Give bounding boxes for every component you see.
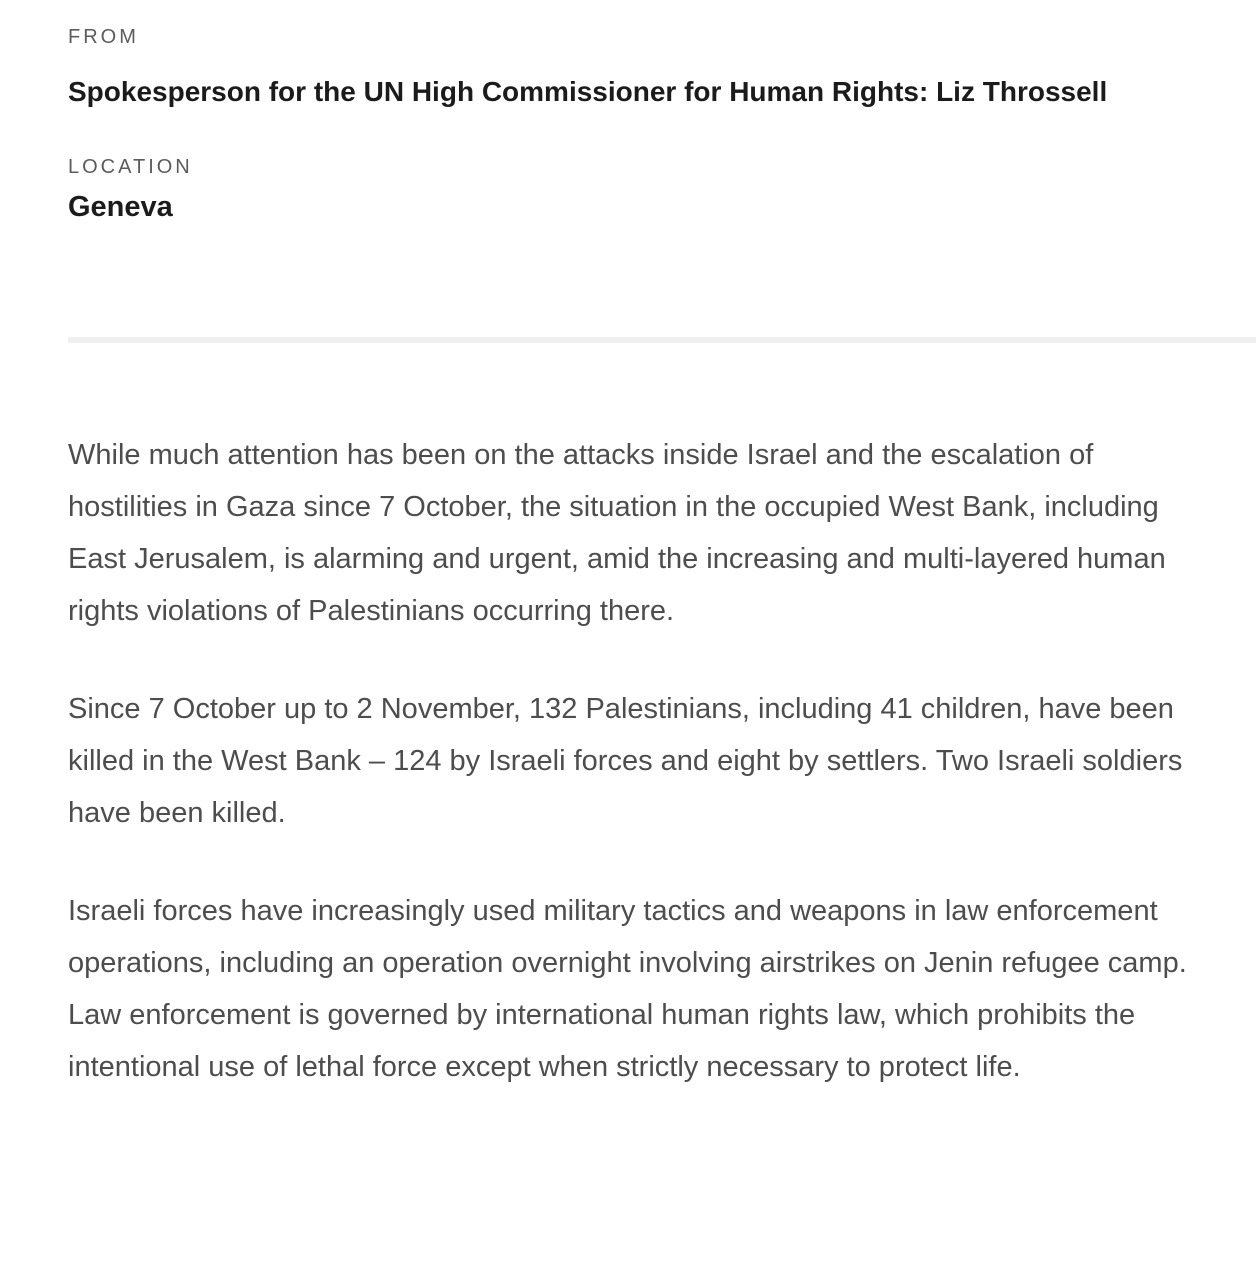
- location-value: Geneva: [68, 191, 173, 223]
- article-body: [68, 429, 1194, 1093]
- from-value: Spokesperson for the UN High Commissioner for Human Rights: Liz Throssell: [68, 76, 1108, 107]
- meta-section: [68, 26, 1194, 222]
- location-label: LOCATION: [68, 156, 193, 178]
- paragraph: While much attention has been on the attacks inside Israel and the escalation of hostilities in Gaza since 7 October, the situation in the occupied West Bank, including East Jerusalem, is alarming and urgent, amid the increasing and multi-layered human rights violations of Palestinians occurring there.: [68, 439, 1166, 627]
- section-divider: [68, 337, 1256, 343]
- paragraph: Israeli forces have increasingly used military tactics and weapons in law enforcement operations, including an operation overnight involving airstrikes on Jenin refugee camp. Law enforcement is governed by international human rights law, which prohibits the intentional use of lethal force except when strictly necessary to protect life.: [68, 895, 1187, 1083]
- paragraph: Since 7 October up to 2 November, 132 Palestinians, including 41 children, have been killed in the West Bank – 124 by Israeli forces and eight by settlers. Two Israeli soldiers have been killed.: [68, 693, 1183, 829]
- from-label: FROM: [68, 26, 139, 48]
